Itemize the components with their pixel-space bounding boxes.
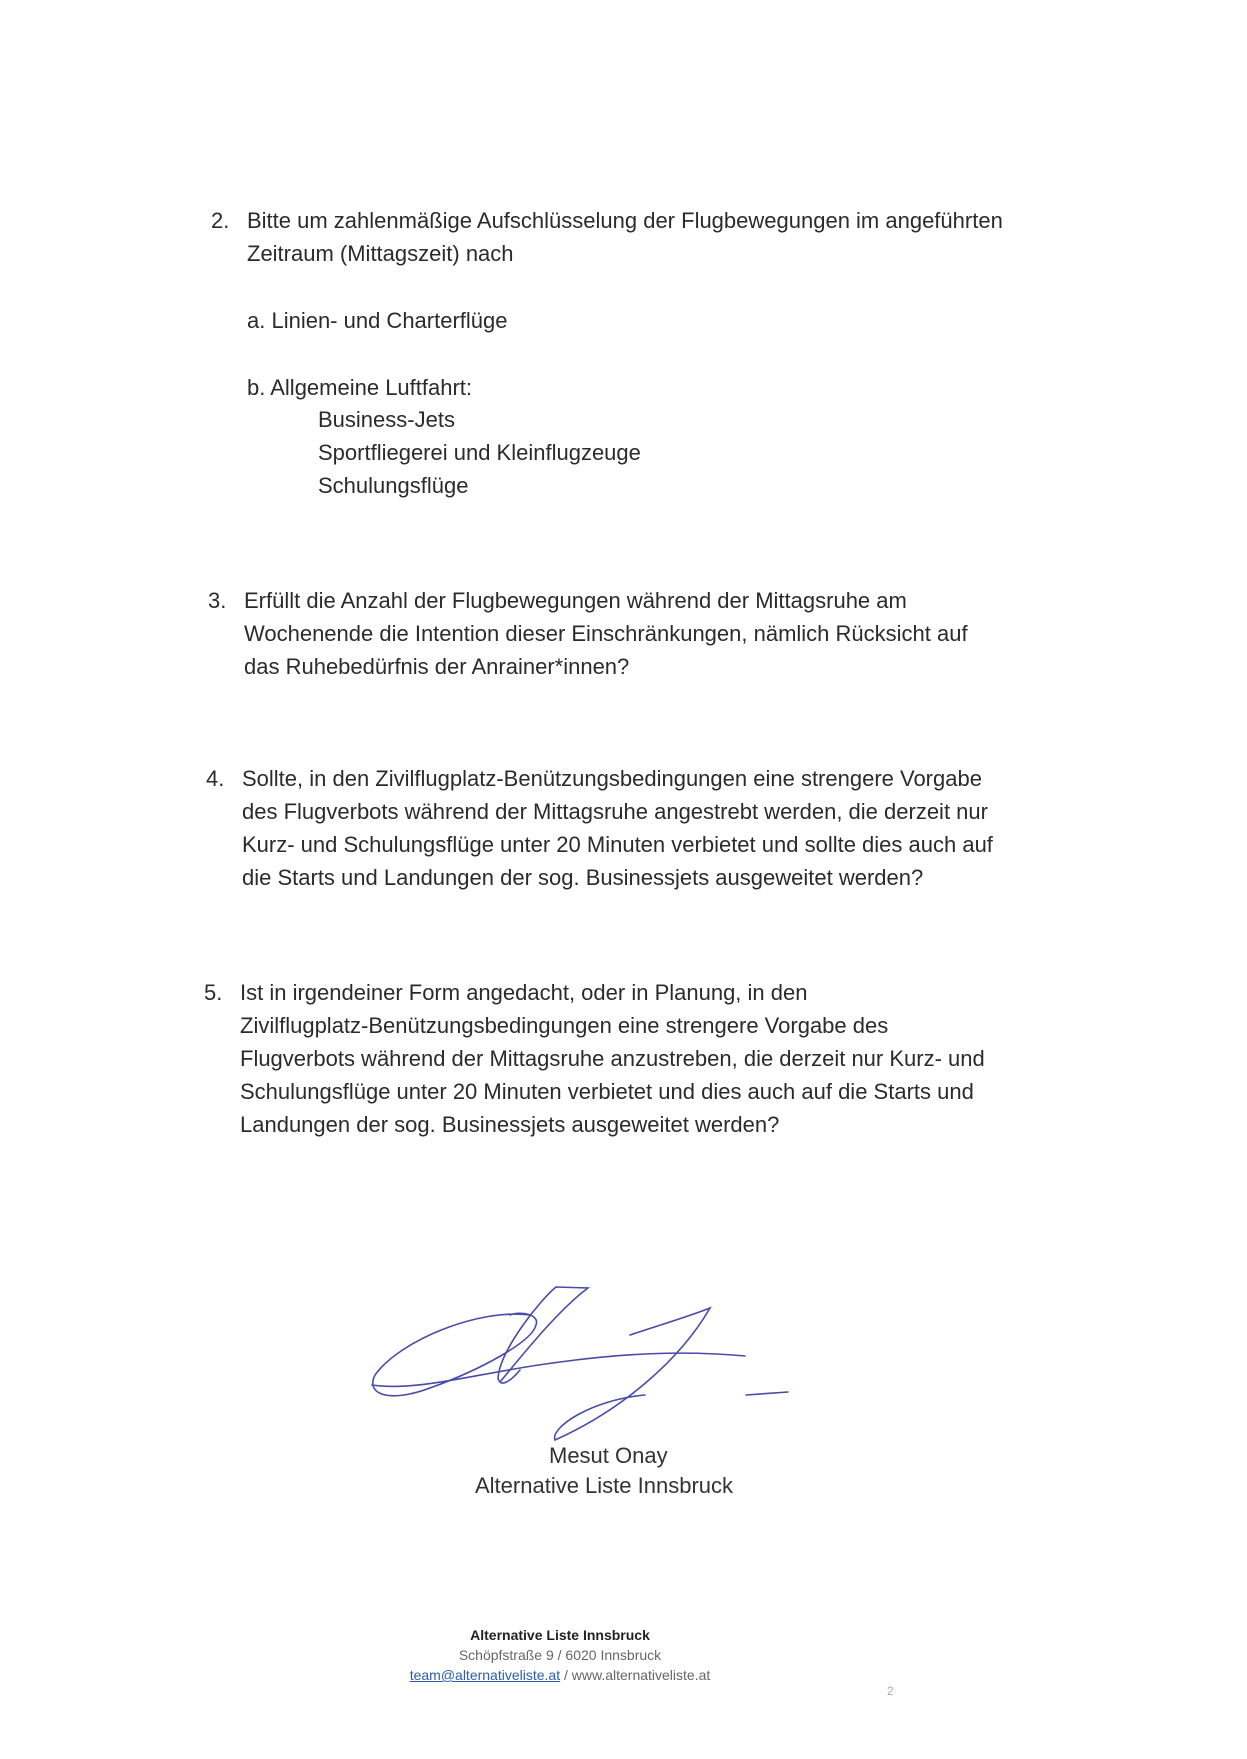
footer-separator: / <box>560 1667 572 1683</box>
sub-b-item: Sportfliegerei und Kleinflugzeuge <box>318 440 641 465</box>
sub-item-b: b. Allgemeine Luftfahrt: <box>247 375 473 400</box>
item-number: 4. <box>206 766 225 791</box>
item-2-line-2: Zeitraum (Mittagszeit) nach <box>247 241 514 266</box>
footer-org <box>0 1625 1120 1645</box>
item-number: 2. <box>211 208 230 233</box>
footer-website: www.alternativeliste.at <box>571 1667 711 1683</box>
sub-b-item: Schulungsflüge <box>318 473 469 498</box>
signatory-organization: Alternative Liste Innsbruck <box>475 1473 734 1498</box>
item-4-line: die Starts und Landungen der sog. Businessjets ausgeweitet werden? <box>242 865 924 890</box>
item-3-line: Wochenende die Intention dieser Einschränkungen, nämlich Rücksicht auf <box>244 621 968 646</box>
item-5-line: Flugverbots während der Mittagsruhe anzustreben, die derzeit nur Kurz- und <box>240 1046 985 1071</box>
item-number: 3. <box>208 588 227 613</box>
sub-b-item: Business-Jets <box>318 407 455 432</box>
item-5-line: Landungen der sog. Businessjets ausgeweitet werden? <box>240 1112 780 1137</box>
footer-email-link[interactable]: team@alternativeliste.at <box>409 1667 561 1683</box>
item-number: 5. <box>204 980 223 1005</box>
item-4-line: Sollte, in den Zivilflugplatz-Benützungsbedingungen eine strengere Vorgabe <box>242 766 982 791</box>
item-5-line: Ist in irgendeiner Form angedacht, oder in Planung, in den <box>240 980 808 1005</box>
item-3-line: Erfüllt die Anzahl der Flugbewegungen während der Mittagsruhe am <box>244 588 907 613</box>
item-4-line: des Flugverbots während der Mittagsruhe angestrebt werden, die derzeit nur <box>242 799 988 824</box>
page-number: 2 <box>887 1684 894 1698</box>
footer-address: Schöpfstraße 9 / 6020 Innsbruck <box>458 1647 662 1663</box>
item-3-line: das Ruhebedürfnis der Anrainer*innen? <box>244 654 630 679</box>
item-5-line: Schulungsflüge unter 20 Minuten verbietet und dies auch auf die Starts und <box>240 1079 974 1104</box>
item-2-line-1: Bitte um zahlenmäßige Aufschlüsselung der Flugbewegungen im angeführten <box>247 208 1003 233</box>
footer-org-name: Alternative Liste Innsbruck <box>470 1627 650 1643</box>
sub-item-a: a. Linien- und Charterflüge <box>247 308 508 333</box>
footer-contact <box>0 1665 1120 1685</box>
signatory-name: Mesut Onay <box>549 1443 668 1468</box>
item-5-line: Zivilflugplatz-Benützungsbedingungen eine strengere Vorgabe des <box>240 1013 889 1038</box>
item-4-line: Kurz- und Schulungsflüge unter 20 Minuten verbietet und sollte dies auch auf <box>242 832 993 857</box>
